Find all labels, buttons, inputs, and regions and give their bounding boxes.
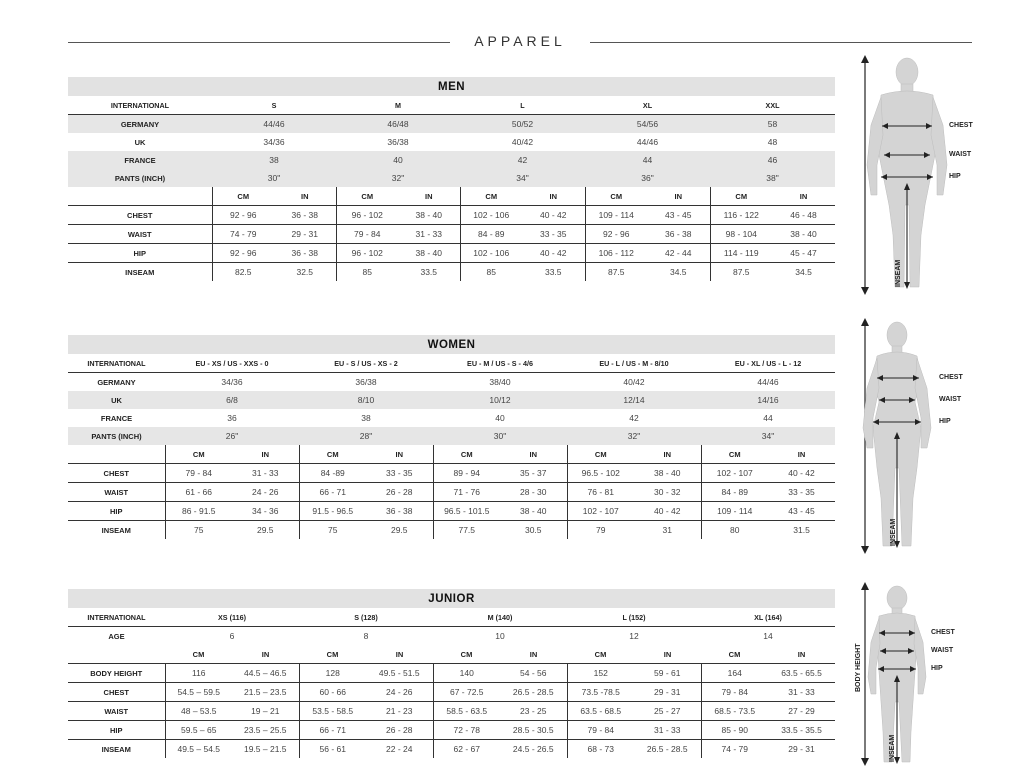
cell: 102 - 106	[460, 244, 522, 263]
cell: 38 - 40	[398, 244, 460, 263]
row-label: FRANCE	[68, 151, 212, 169]
junior-size-header: M (140)	[433, 608, 567, 627]
men-section-title: MEN	[68, 77, 835, 96]
cell: 46 - 48	[772, 206, 835, 225]
unit-in: IN	[500, 445, 567, 464]
cell: 31 - 33	[768, 683, 835, 702]
cell: 79 - 84	[165, 464, 232, 483]
junior-chest-label: CHEST	[931, 629, 955, 636]
cell: 45 - 47	[772, 244, 835, 263]
cell: 85	[336, 263, 398, 282]
row-label: GERMANY	[97, 377, 136, 387]
men-inseam-label: INSEAM	[895, 259, 902, 287]
women-section-title: WOMEN	[68, 335, 835, 354]
row-label: FRANCE	[100, 413, 133, 423]
cell: 96.5 - 101.5	[433, 502, 500, 521]
women-conversion-row	[68, 373, 835, 392]
men-conversion-row	[68, 133, 835, 151]
cell: 58.5 - 63.5	[433, 702, 500, 721]
cell: 32"	[336, 169, 460, 187]
unit-cm: CM	[460, 187, 522, 206]
unit-cm: CM	[336, 187, 398, 206]
junior-body-figure	[853, 582, 1003, 768]
cell: 33.5	[420, 267, 438, 277]
row-label: PANTS (INCH)	[68, 169, 212, 187]
unit-cm: CM	[567, 645, 634, 664]
cell: 8/10	[299, 391, 433, 409]
women-size-header: EU - L / US - M - 8/10	[567, 354, 701, 373]
row-label: CHEST	[68, 206, 212, 225]
cell: 31 - 33	[634, 721, 701, 740]
cell: 6	[229, 631, 235, 641]
cell: 79 - 84	[701, 683, 768, 702]
cell: 29.5	[390, 525, 408, 535]
cell: 40 - 42	[522, 244, 585, 263]
cell: 92 - 96	[212, 244, 274, 263]
cell: 33.5	[544, 267, 562, 277]
cell: 84 -89	[299, 464, 366, 483]
cell: 34/36	[263, 137, 285, 147]
unit-cm: CM	[433, 645, 500, 664]
unit-cm: CM	[433, 445, 500, 464]
cell: 31	[662, 525, 672, 535]
men-hip-label: HIP	[949, 173, 961, 180]
women-measure-row	[68, 483, 835, 502]
cell: 21 - 23	[366, 702, 433, 721]
men-size-header: XXL	[710, 96, 835, 115]
unit-cm: CM	[710, 187, 772, 206]
junior-international-label: INTERNATIONAL	[68, 608, 165, 627]
cell: 86 - 91.5	[165, 502, 232, 521]
unit-cm: CM	[212, 187, 274, 206]
men-size-header: S	[212, 96, 336, 115]
title-rule-left	[68, 42, 450, 43]
cell: 68.5 - 73.5	[701, 702, 768, 721]
cell: 28.5 - 30.5	[500, 721, 567, 740]
cell: 66 - 71	[299, 483, 366, 502]
men-conversion-row	[68, 151, 835, 169]
cell: 102 - 107	[567, 502, 634, 521]
cell: 31 - 33	[398, 225, 460, 244]
men-size-header: M	[336, 96, 460, 115]
row-label: HIP	[68, 502, 165, 521]
unit-cm: CM	[299, 645, 366, 664]
cell: 40	[336, 151, 460, 169]
cell: 38 - 40	[500, 502, 567, 521]
junior-section-title: JUNIOR	[68, 589, 835, 608]
women-figure-illustration	[855, 318, 1005, 554]
junior-measure-row	[68, 740, 835, 759]
cell: 38	[212, 151, 336, 169]
cell: 36	[227, 413, 237, 423]
women-conversion-row	[68, 427, 835, 445]
cell: 59 - 61	[634, 664, 701, 683]
junior-measure-row	[68, 683, 835, 702]
cell: 116 - 122	[710, 206, 772, 225]
cell: 48 – 53.5	[165, 702, 232, 721]
title-rule-right	[590, 42, 972, 43]
cell: 40 - 42	[522, 206, 585, 225]
unit-in: IN	[232, 445, 299, 464]
unit-cm: CM	[165, 445, 232, 464]
cell: 73.5 -78.5	[567, 683, 634, 702]
cell: 40/42	[511, 137, 534, 147]
page-title-bar	[68, 30, 972, 56]
cell: 27 - 29	[768, 702, 835, 721]
junior-unit-row	[68, 645, 835, 664]
cell: 85	[460, 263, 522, 282]
cell: 109 - 114	[585, 206, 647, 225]
unit-in: IN	[500, 645, 567, 664]
cell: 34.5	[795, 267, 812, 277]
cell: 36/38	[387, 137, 409, 147]
cell: 42	[460, 151, 585, 169]
cell: 44/46	[636, 137, 659, 147]
cell: 89 - 94	[433, 464, 500, 483]
cell: 62 - 67	[433, 740, 500, 759]
cell: 76 - 81	[567, 483, 634, 502]
women-size-header: EU - XL / US - L - 12	[701, 354, 835, 373]
cell: 68 - 73	[567, 740, 634, 759]
row-label: INSEAM	[101, 525, 131, 535]
unit-cm: CM	[567, 445, 634, 464]
cell: 29.5	[256, 525, 274, 535]
cell: 12	[629, 631, 639, 641]
women-measure-row	[68, 521, 835, 540]
cell: 75	[165, 521, 232, 540]
cell: 19.5 – 21.5	[243, 744, 287, 754]
men-waist-label: WAIST	[949, 151, 972, 158]
cell: 29 - 31	[788, 744, 815, 754]
row-label: CHEST	[68, 683, 165, 702]
cell: 33 - 35	[522, 225, 585, 244]
junior-size-header: S (128)	[299, 608, 433, 627]
cell: 36"	[585, 169, 710, 187]
cell: 25 - 27	[634, 702, 701, 721]
men-figure-illustration	[855, 55, 1005, 295]
cell: 19 – 21	[232, 702, 299, 721]
women-body-figure	[855, 318, 1005, 554]
women-international-label: INTERNATIONAL	[68, 354, 165, 373]
page-title: APPAREL	[474, 33, 566, 49]
women-unit-row	[68, 445, 835, 464]
cell: 43 - 45	[768, 502, 835, 521]
cell: 140	[433, 664, 500, 683]
cell: 12/14	[567, 391, 701, 409]
unit-in: IN	[398, 187, 460, 206]
unit-cm: CM	[585, 187, 647, 206]
junior-measure-row	[68, 721, 835, 740]
cell: 26.5 - 28.5	[646, 744, 688, 754]
cell: 102 - 107	[701, 464, 768, 483]
cell: 31 - 33	[232, 464, 299, 483]
cell: 91.5 - 96.5	[299, 502, 366, 521]
cell: 96 - 102	[336, 206, 398, 225]
women-hip-label: HIP	[939, 418, 951, 425]
cell: 128	[299, 664, 366, 683]
unit-cm: CM	[701, 645, 768, 664]
cell: 79 - 84	[336, 225, 398, 244]
cell: 60 - 66	[299, 683, 366, 702]
cell: 26"	[165, 427, 299, 445]
women-measure-row	[68, 502, 835, 521]
cell: 58	[710, 115, 835, 134]
women-size-header: EU - S / US - XS - 2	[299, 354, 433, 373]
cell: 152	[567, 664, 634, 683]
cell: 80	[701, 521, 768, 540]
unit-in: IN	[768, 645, 835, 664]
cell: 63.5 - 65.5	[768, 664, 835, 683]
cell: 30"	[433, 427, 567, 445]
junior-size-table	[68, 589, 835, 758]
cell: 31.5	[793, 525, 810, 535]
cell: 54 - 56	[500, 664, 567, 683]
junior-inseam-label: INSEAM	[889, 734, 896, 762]
cell: 26 - 28	[366, 721, 433, 740]
cell: 30"	[212, 169, 336, 187]
cell: 96 - 102	[336, 244, 398, 263]
cell: 114 - 119	[710, 244, 772, 263]
cell: 63.5 - 68.5	[567, 702, 634, 721]
cell: 92 - 96	[212, 206, 274, 225]
row-label: WAIST	[68, 483, 165, 502]
cell: 38 - 40	[634, 464, 701, 483]
men-conversion-row	[68, 169, 835, 187]
cell: 46	[710, 151, 835, 169]
junior-measure-row	[68, 664, 835, 683]
cell: 44	[585, 151, 710, 169]
cell: 75	[299, 521, 366, 540]
cell: 36 - 38	[274, 244, 336, 263]
row-label: HIP	[68, 244, 212, 263]
cell: 40	[495, 413, 505, 423]
row-label: INSEAM	[125, 267, 155, 277]
cell: 6/8	[165, 391, 299, 409]
unit-in: IN	[768, 445, 835, 464]
cell: 38 - 40	[398, 206, 460, 225]
cell: 24 - 26	[232, 483, 299, 502]
cell: 38 - 40	[772, 225, 835, 244]
cell: 46/48	[336, 115, 460, 134]
men-size-header: L	[460, 96, 585, 115]
cell: 82.5	[212, 263, 274, 282]
cell: 59.5 – 65	[165, 721, 232, 740]
cell: 61 - 66	[165, 483, 232, 502]
women-chest-label: CHEST	[939, 374, 963, 381]
cell: 74 - 79	[701, 740, 768, 759]
junior-figure-illustration	[853, 582, 1003, 768]
unit-cm: CM	[299, 445, 366, 464]
cell: 36 - 38	[274, 206, 336, 225]
cell: 84 - 89	[460, 225, 522, 244]
men-size-table	[68, 77, 835, 281]
cell: 53.5 - 58.5	[299, 702, 366, 721]
cell: 33.5 - 35.5	[768, 721, 835, 740]
cell: 87.5	[585, 263, 647, 282]
cell: 50/52	[460, 115, 585, 134]
junior-size-header: L (152)	[567, 608, 701, 627]
cell: 67 - 72.5	[433, 683, 500, 702]
unit-in: IN	[366, 645, 433, 664]
cell: 33 - 35	[366, 464, 433, 483]
cell: 44.5 – 46.5	[232, 664, 299, 683]
cell: 32.5	[296, 267, 314, 277]
cell: 38"	[710, 169, 835, 187]
unit-in: IN	[634, 445, 701, 464]
unit-in: IN	[232, 645, 299, 664]
unit-cm: CM	[165, 645, 232, 664]
junior-waist-label: WAIST	[931, 647, 954, 654]
cell: 26 - 28	[366, 483, 433, 502]
cell: 106 - 112	[585, 244, 647, 263]
row-label: WAIST	[68, 225, 212, 244]
unit-in: IN	[522, 187, 585, 206]
men-measure-row	[68, 225, 835, 244]
cell: 40 - 42	[768, 464, 835, 483]
cell: 116	[165, 664, 232, 683]
men-conversion-row	[68, 115, 835, 134]
cell: 10/12	[433, 391, 567, 409]
row-label: WAIST	[68, 702, 165, 721]
cell: 102 - 106	[460, 206, 522, 225]
cell: 34"	[460, 169, 585, 187]
row-label: CHEST	[68, 464, 165, 483]
cell: 34.5	[669, 267, 687, 277]
row-label: BODY HEIGHT	[68, 664, 165, 683]
cell: 8	[363, 631, 369, 641]
cell: 29 - 31	[274, 225, 336, 244]
women-size-header: EU - XS / US - XXS - 0	[165, 354, 299, 373]
women-waist-label: WAIST	[939, 396, 962, 403]
row-label: HIP	[68, 721, 165, 740]
cell: 10	[495, 631, 505, 641]
cell: 42	[629, 413, 639, 423]
cell: 43 - 45	[647, 206, 710, 225]
unit-cm: CM	[701, 445, 768, 464]
women-size-table	[68, 335, 835, 539]
men-chest-label: CHEST	[949, 122, 973, 129]
cell: 36 - 38	[366, 502, 433, 521]
cell: 84 - 89	[701, 483, 768, 502]
women-measure-row	[68, 464, 835, 483]
cell: 98 - 104	[710, 225, 772, 244]
unit-in: IN	[772, 187, 835, 206]
row-label: UK	[134, 137, 146, 147]
cell: 24.5 - 26.5	[512, 744, 554, 754]
row-label: INSEAM	[101, 744, 131, 754]
cell: 74 - 79	[212, 225, 274, 244]
cell: 38/40	[489, 377, 511, 387]
cell: 79 - 84	[567, 721, 634, 740]
unit-in: IN	[274, 187, 336, 206]
men-measure-row	[68, 244, 835, 263]
cell: 30 - 32	[634, 483, 701, 502]
cell: 164	[701, 664, 768, 683]
cell: 49.5 - 51.5	[366, 664, 433, 683]
cell: 44	[763, 413, 773, 423]
cell: 38	[361, 413, 371, 423]
cell: 21.5 – 23.5	[232, 683, 299, 702]
cell: 36/38	[355, 377, 377, 387]
cell: 35 - 37	[500, 464, 567, 483]
cell: 26.5 - 28.5	[500, 683, 567, 702]
cell: 28"	[299, 427, 433, 445]
cell: 54/56	[585, 115, 710, 134]
cell: 34/36	[221, 377, 243, 387]
women-inseam-label: INSEAM	[890, 518, 897, 546]
cell: 56 - 61	[299, 740, 366, 759]
junior-size-header: XS (116)	[165, 608, 299, 627]
cell: 87.5	[710, 263, 772, 282]
row-label: UK	[68, 391, 165, 409]
row-label: PANTS (INCH)	[68, 427, 165, 445]
cell: 42 - 44	[647, 244, 710, 263]
women-conversion-row	[68, 409, 835, 427]
cell: 77.5	[433, 521, 500, 540]
men-body-figure	[855, 55, 1005, 295]
cell: 49.5 – 54.5	[165, 740, 232, 759]
cell: 66 - 71	[299, 721, 366, 740]
row-label: AGE	[108, 631, 125, 641]
cell: 22 - 24	[386, 744, 413, 754]
cell: 92 - 96	[585, 225, 647, 244]
cell: 109 - 114	[701, 502, 768, 521]
unit-in: IN	[634, 645, 701, 664]
cell: 44/46	[757, 377, 779, 387]
cell: 40 - 42	[634, 502, 701, 521]
cell: 28 - 30	[500, 483, 567, 502]
row-label: GERMANY	[68, 115, 212, 134]
cell: 32"	[567, 427, 701, 445]
cell: 36 - 38	[647, 225, 710, 244]
cell: 14	[763, 631, 773, 641]
unit-in: IN	[366, 445, 433, 464]
cell: 34"	[701, 427, 835, 445]
men-international-label: INTERNATIONAL	[68, 96, 212, 115]
cell: 29 - 31	[634, 683, 701, 702]
junior-hip-label: HIP	[931, 665, 943, 672]
cell: 34 - 36	[232, 502, 299, 521]
junior-body-height-label: BODY HEIGHT	[855, 643, 862, 692]
cell: 23 - 25	[500, 702, 567, 721]
men-measure-row	[68, 263, 835, 282]
men-unit-row	[68, 187, 835, 206]
women-size-header: EU - M / US - S - 4/6	[433, 354, 567, 373]
cell: 71 - 76	[433, 483, 500, 502]
cell: 24 - 26	[366, 683, 433, 702]
junior-size-header: XL (164)	[701, 608, 835, 627]
cell: 14/16	[701, 391, 835, 409]
junior-conversion-row	[68, 627, 835, 646]
women-conversion-row	[68, 391, 835, 409]
cell: 79	[567, 521, 634, 540]
cell: 33 - 35	[768, 483, 835, 502]
men-measure-row	[68, 206, 835, 225]
cell: 44/46	[212, 115, 336, 134]
cell: 54.5 – 59.5	[165, 683, 232, 702]
cell: 96.5 - 102	[567, 464, 634, 483]
junior-measure-row	[68, 702, 835, 721]
men-size-header: XL	[585, 96, 710, 115]
cell: 72 - 78	[433, 721, 500, 740]
cell: 85 - 90	[701, 721, 768, 740]
cell: 48	[767, 137, 778, 147]
cell: 30.5	[524, 525, 542, 535]
cell: 40/42	[623, 377, 645, 387]
unit-in: IN	[647, 187, 710, 206]
cell: 23.5 – 25.5	[232, 721, 299, 740]
